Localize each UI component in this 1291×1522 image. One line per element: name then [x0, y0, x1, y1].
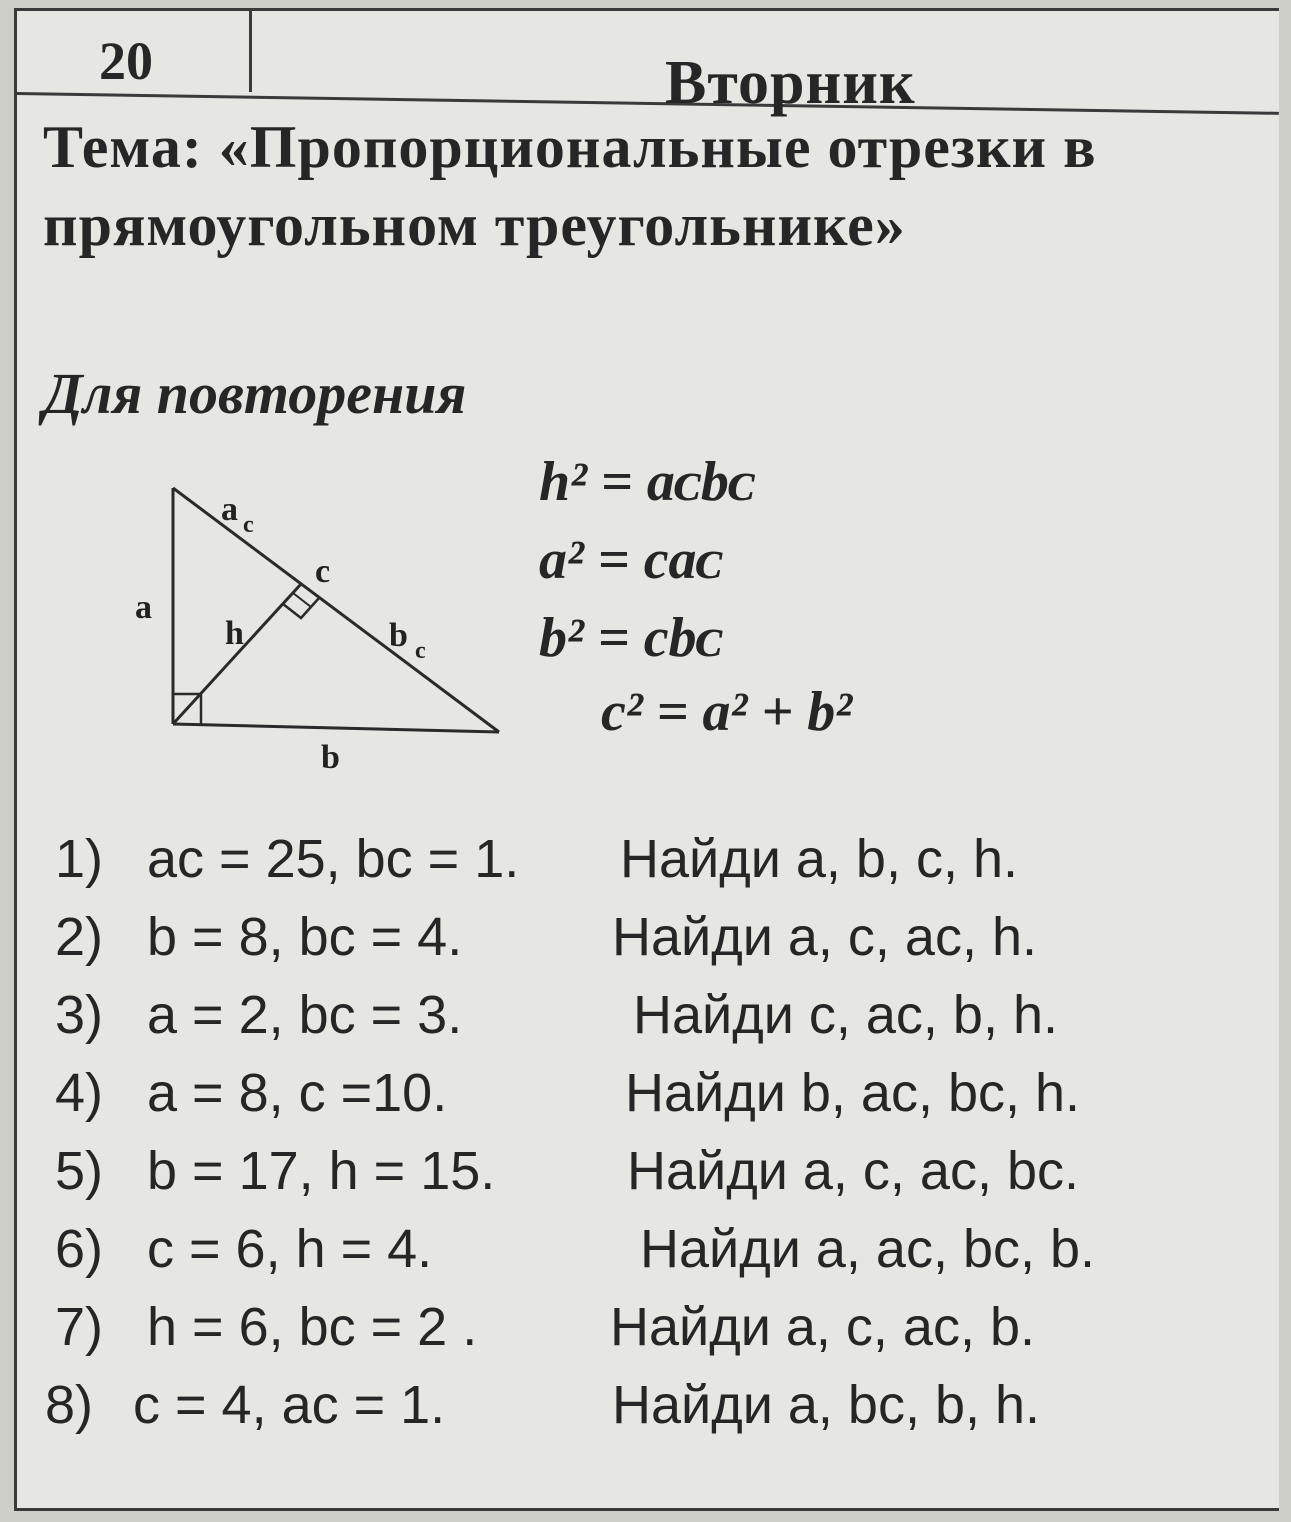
header-divider-vertical	[249, 8, 252, 92]
task-given: h = 6, bс = 2 .	[147, 1297, 478, 1357]
task-given: b = 8, bс = 4.	[147, 907, 463, 967]
task-number: 2)	[55, 907, 104, 967]
lesson-topic: Тема: «Пропорциональные отрезки в прямоугольном треугольнике»	[43, 114, 1097, 258]
formula-a-squared: a² = caᴄ	[539, 529, 723, 591]
right-triangle-diagram	[117, 468, 537, 788]
task-find: Найди c, aс, b, h.	[633, 985, 1058, 1045]
right-angle-mark-altitude	[283, 598, 319, 618]
label-c: c	[315, 553, 331, 590]
task-number: 1)	[55, 829, 104, 889]
task-find: Найди a, b, c, h.	[620, 829, 1018, 889]
header-top-border	[17, 8, 1279, 11]
label-b: b	[321, 739, 340, 776]
formula-b-squared: b² = cbᴄ	[539, 607, 723, 669]
label-ac-subscript: c	[243, 512, 254, 538]
leg-b-line	[173, 724, 499, 732]
task-find: Найди a, bс, b, h.	[612, 1375, 1041, 1435]
task-find: Найди a, c, aс, b.	[610, 1297, 1035, 1357]
task-number: 5)	[55, 1141, 104, 1201]
label-ac: a	[221, 491, 238, 528]
task-find: Найди a, c, aс, bс.	[627, 1141, 1079, 1201]
task-number: 7)	[55, 1297, 104, 1357]
workbook-page	[14, 8, 1279, 1511]
formula-pythagoras: c² = a² + b²	[601, 681, 853, 743]
task-number: 4)	[55, 1063, 104, 1123]
task-given: c = 6, h = 4.	[147, 1219, 433, 1279]
right-angle-mark-altitude-inner	[293, 593, 311, 607]
task-find: Найди a, c, aс, h.	[612, 907, 1037, 967]
review-heading: Для повторения	[43, 361, 467, 426]
task-given: a = 2, bс = 3.	[147, 985, 463, 1045]
task-number: 3)	[55, 985, 104, 1045]
task-given: aс = 25, bс = 1.	[147, 829, 520, 889]
page-number: 20	[99, 31, 153, 91]
task-given: c = 4, aс = 1.	[133, 1375, 446, 1435]
task-number: 6)	[55, 1219, 104, 1279]
altitude-h-line	[173, 584, 301, 724]
day-title: Вторник	[665, 49, 916, 117]
task-given: a = 8, c =10.	[147, 1063, 448, 1123]
task-number: 8)	[45, 1375, 94, 1435]
task-find: Найди a, aс, bс, b.	[640, 1219, 1096, 1279]
label-bc: b	[389, 617, 408, 654]
task-find: Найди b, aс, bс, h.	[625, 1063, 1081, 1123]
label-bc-subscript: c	[415, 638, 426, 664]
formula-h-squared: h² = aᴄbᴄ	[539, 451, 755, 513]
task-given: b = 17, h = 15.	[147, 1141, 496, 1201]
label-a: a	[135, 589, 152, 626]
label-h: h	[225, 615, 244, 652]
